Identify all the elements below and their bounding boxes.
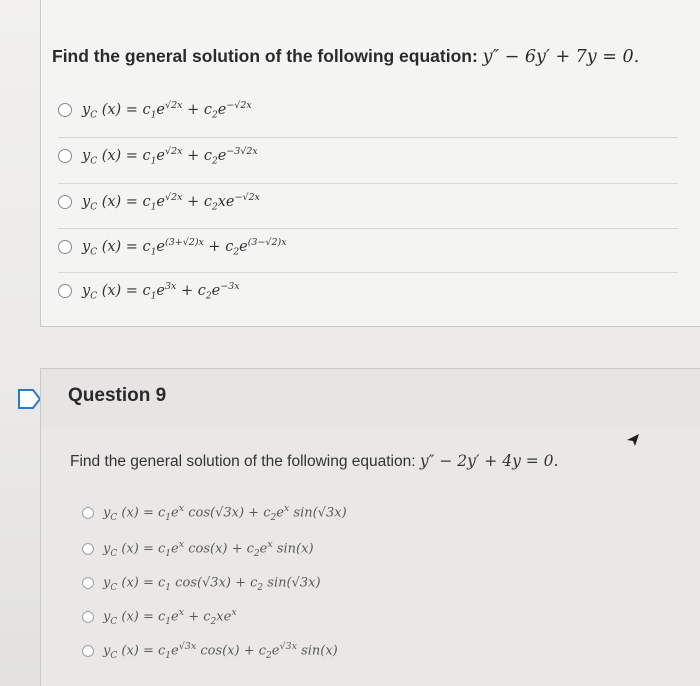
question-9-title: Question 9 — [68, 385, 167, 406]
q9-option-2[interactable]: $y_C$ $(x) = c_1e^x$ $\cos(x) + c_2e^x$ sin(x) — [82, 539, 314, 559]
radio-button[interactable] — [82, 577, 94, 589]
q8-option-2[interactable]: $y_C$ $(x) = c_1e^{√2x} + c_2e^{-3√2x}$ — [58, 137, 678, 174]
radio-button[interactable] — [82, 543, 94, 555]
q9-option-3[interactable]: $y_C$ $(x) = c_1$ $\cos(√3x) + c_2$ sin(√3x) — [82, 573, 321, 593]
q8-option-4[interactable]: $y_C$ $(x) = c_1e^{(3+√2)x} + c_2e^{(3-√2)x}$ — [58, 228, 678, 265]
question-8-equation: y″ − 6y′ + 7y = 0. — [482, 47, 640, 67]
question-8-prompt: Find the general solution of the following equation: y″ − 6y′ + 7y = 0. — [52, 46, 640, 67]
q8-option-1[interactable]: $y_C$ $(x) = c_1e^{√2x} + c_2e^{-√2x}$ — [58, 92, 678, 128]
q8-option-3[interactable]: $y_C$ $(x) = c_1e^{√2x} + c_2xe^{-√2x}$ — [58, 183, 678, 220]
radio-button[interactable] — [58, 195, 72, 209]
q9-option-4[interactable]: $y_C$ $(x) = c_1e^x + c_2xe^x$ — [82, 607, 237, 627]
q9-option-5[interactable]: $y_C$ $(x) = c_1e^{√3x}$ $\cos(x) + c_2e^{√3x}$ sin(x) — [82, 641, 338, 661]
flag-icon[interactable] — [18, 389, 42, 409]
radio-button[interactable] — [58, 103, 72, 117]
radio-button[interactable] — [58, 284, 72, 298]
q8-option-5[interactable]: $y_C$ $(x) = c_1e^{3x} + c_2e^{-3x}$ — [58, 272, 678, 309]
radio-button[interactable] — [58, 240, 72, 254]
question-9-equation: y″ − 2y′ + 4y = 0. — [419, 452, 559, 470]
radio-button[interactable] — [82, 611, 94, 623]
q9-option-1[interactable]: $y_C$ $(x) = c_1e^x$ $\cos(√3x) + c_2e^x$ sin(√3x) — [82, 503, 347, 523]
cursor-icon — [626, 432, 640, 448]
radio-button[interactable] — [82, 507, 94, 519]
radio-button[interactable] — [58, 149, 72, 163]
question-9-prompt: Find the general solution of the following equation: y″ − 2y′ + 4y = 0. — [70, 452, 559, 470]
radio-button[interactable] — [82, 645, 94, 657]
